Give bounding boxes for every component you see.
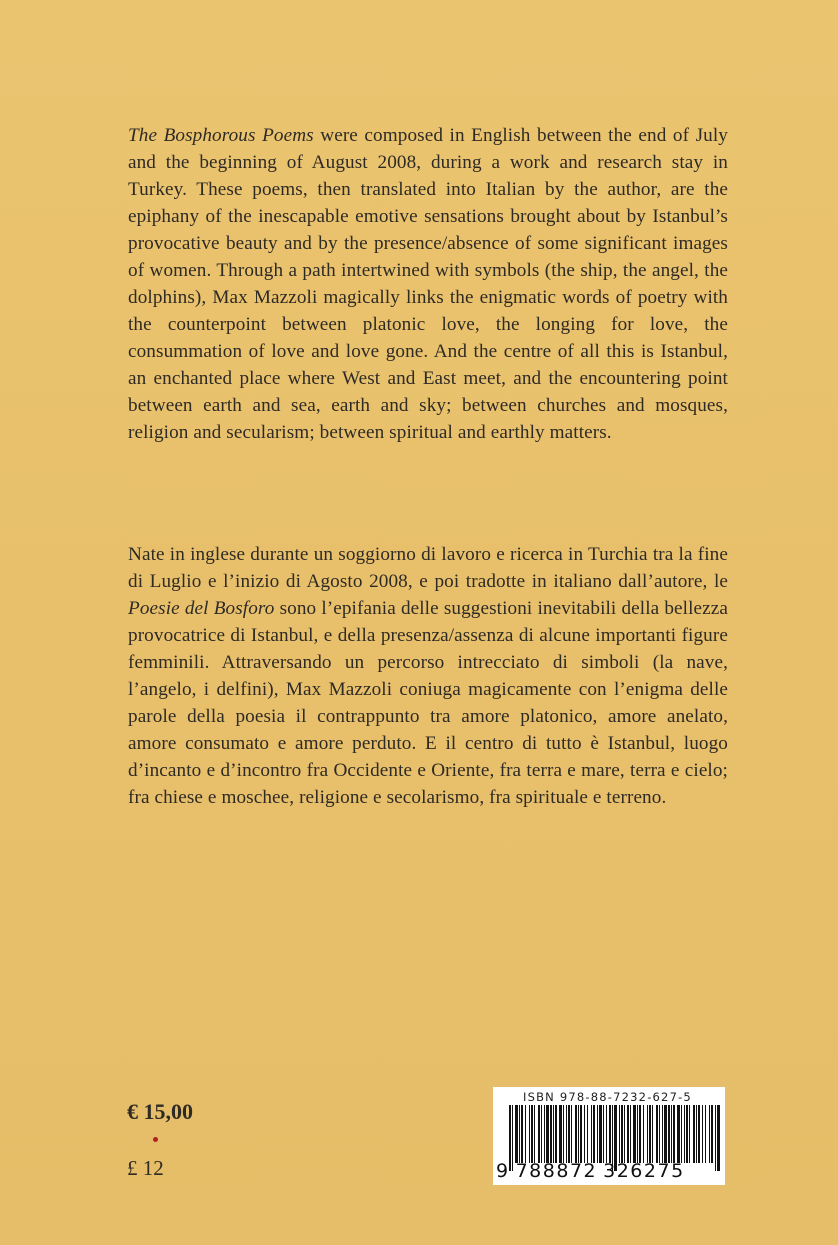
italian-blurb — [128, 541, 728, 811]
isbn-label: ISBN 978-88-7232-627-5 — [523, 1090, 692, 1104]
barcode-bar — [673, 1105, 675, 1163]
barcode-bar — [575, 1105, 577, 1163]
barcode-bar — [686, 1105, 688, 1163]
barcode-bar — [684, 1105, 685, 1163]
price-euro: € 15,00 — [127, 1099, 193, 1124]
barcode-bar — [668, 1105, 670, 1163]
isbn-barcode — [493, 1087, 725, 1185]
barcode-bar — [563, 1105, 564, 1163]
english-blurb-text: were composed in English between the end of July and the beginning of August 2008, during a work and research stay in Turkey. These poems, then translated into Italian by the author, are the epiphany of the inescapable emotive sensations brought about by Istanbul’s provocative beauty and by the presence/absence of some significant images of women. Through a path intertwined with symbols (the ship, the angel, the dolphins), Max Mazzoli magically links the enigmatic words of poetry with the counterpoint between platonic love, the longing for love, the consummation of love and love gone. And the centre of all this is Istanbul, an enchanted place where West and East meet, and the encountering point between earth and sea, earth and sky; between churches and mosques, religion and secularism; between spiritual and earthly matters. — [128, 125, 728, 443]
barcode-bar — [715, 1105, 716, 1171]
barcode-bar — [662, 1105, 663, 1163]
barcode-bar — [544, 1105, 545, 1163]
barcode-digits — [496, 1160, 685, 1182]
barcode-bar — [705, 1105, 706, 1163]
barcode-bar — [693, 1105, 695, 1163]
barcode-bar — [566, 1105, 567, 1163]
barcode-bar — [656, 1105, 658, 1163]
barcode-bar — [633, 1105, 636, 1163]
barcode-bar — [580, 1105, 582, 1163]
italian-blurb-text-end: sono l’epifania delle suggestioni inevitabili della bellezza provocatrice di Istanbul, e della presenza/assenza di alcune importanti figure femminili. Attraversando un percorso intrecciato di simboli (la nave, l’angelo, i delfini), Max Mazzoli coniuga magicamente con l’enigma delle parole della poesia il contrappunto tra amore platonico, amore anelato, amore consumato e amore perduto. E il centro di tutto è Istanbul, luogo d’incanto e d’incontro fra Occidente e Oriente, fra terra e mare, terra e cielo; fra chiese e moschee, religione e secolarismo, fra spirituale e terreno. — [128, 598, 728, 808]
barcode-bar — [584, 1105, 585, 1163]
barcode-bar — [664, 1105, 667, 1163]
barcode-bar — [541, 1105, 542, 1163]
barcode-bar — [603, 1105, 604, 1163]
barcode-bar — [555, 1105, 557, 1163]
barcode-bar — [643, 1105, 644, 1163]
barcode-bar — [587, 1105, 588, 1163]
barcode-bar — [624, 1105, 625, 1163]
barcode-digit-group-2: 326275 — [603, 1160, 685, 1182]
barcode-bar — [515, 1105, 518, 1163]
barcode-bar — [639, 1105, 641, 1163]
barcode-bar — [659, 1105, 660, 1163]
price-separator-dot — [153, 1137, 158, 1142]
barcode-bars — [509, 1105, 721, 1163]
english-blurb — [128, 122, 728, 446]
barcode-bar — [696, 1105, 697, 1163]
barcode-bar — [619, 1105, 620, 1163]
barcode-bar — [698, 1105, 700, 1163]
barcode-bar — [538, 1105, 540, 1163]
barcode-bar — [609, 1105, 611, 1163]
barcode-bar — [652, 1105, 653, 1163]
barcode-bar — [671, 1105, 672, 1163]
barcode-bar — [546, 1105, 549, 1163]
barcode-bar — [627, 1105, 629, 1163]
barcode-bar — [534, 1105, 535, 1163]
barcode-bar — [647, 1105, 648, 1163]
barcode-bar — [649, 1105, 651, 1163]
price-gbp: £ 12 — [127, 1156, 164, 1180]
barcode-bar — [553, 1105, 554, 1163]
italian-blurb-paragraph — [128, 541, 728, 811]
barcode-bar — [568, 1105, 570, 1163]
barcode-bar — [519, 1105, 520, 1163]
barcode-bar — [630, 1105, 631, 1163]
barcode-bar — [681, 1105, 682, 1163]
barcode-bar — [711, 1105, 713, 1163]
barcode-bar — [689, 1105, 690, 1163]
barcode-bar — [597, 1105, 598, 1163]
barcode-digit-first: 9 — [496, 1160, 510, 1182]
barcode-bar — [521, 1105, 523, 1163]
italian-blurb-text-start: Nate in inglese durante un soggiorno di lavoro e ricerca in Turchia tra la fine di Luglio e l’inizio di Agosto 2008, e poi tradotte in italiano dall’autore, le — [128, 544, 728, 592]
barcode-bar — [591, 1105, 592, 1163]
barcode-bar — [571, 1105, 572, 1163]
barcode-bar — [559, 1105, 562, 1163]
barcode-bar — [550, 1105, 552, 1163]
barcode-bar — [593, 1105, 595, 1163]
barcode-bar — [709, 1105, 710, 1163]
barcode-bar — [637, 1105, 638, 1163]
barcode-bar — [599, 1105, 602, 1163]
barcode-bar — [621, 1105, 623, 1163]
barcode-bar — [578, 1105, 579, 1163]
barcode-bar — [717, 1105, 720, 1171]
barcode-bar — [677, 1105, 680, 1163]
barcode-bar — [531, 1105, 533, 1163]
barcode-bar — [702, 1105, 703, 1163]
english-blurb-paragraph — [128, 122, 728, 446]
book-title-english: The Bosphorous Poems — [128, 125, 314, 146]
barcode-digit-group-1: 788872 — [515, 1160, 598, 1182]
barcode-bar — [529, 1105, 530, 1163]
barcode-bar — [606, 1105, 607, 1163]
barcode-bar — [525, 1105, 526, 1163]
book-title-italian: Poesie del Bosforo — [128, 598, 275, 619]
